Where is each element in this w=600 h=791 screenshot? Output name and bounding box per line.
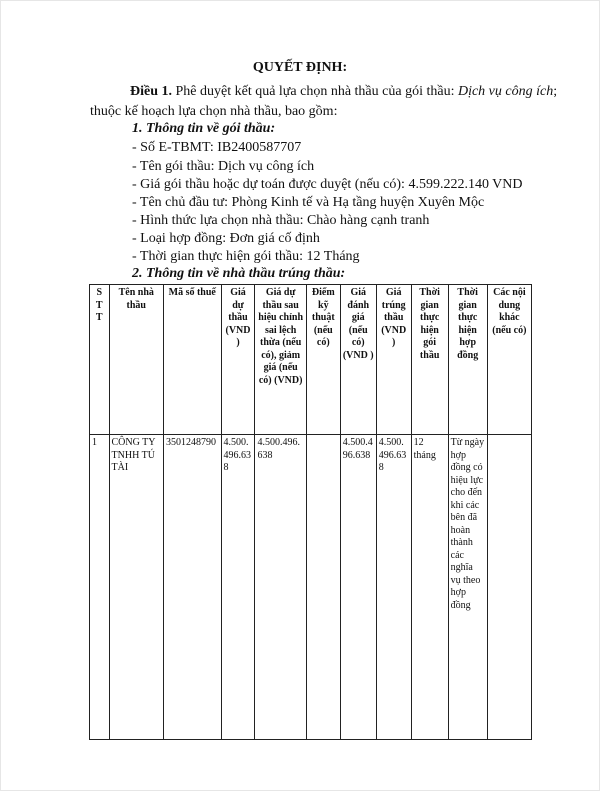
col-header-contractor-name: Tên nhà thầu <box>109 285 163 435</box>
col-header-package-duration: Thời gian thực hiện gói thầu <box>411 285 448 435</box>
cell-stt: 1 <box>90 435 110 740</box>
article-label: Điều 1. <box>130 84 172 99</box>
document-title: QUYẾT ĐỊNH: <box>252 60 348 75</box>
col-header-contract-duration: Thời gian thực hiện hợp đồng <box>448 285 487 435</box>
table-row <box>90 435 532 740</box>
article-text-1: Phê duyệt kết quả lựa chọn nhà thầu của gói thầu: <box>172 84 458 99</box>
cell-tax-code: 3501248790 <box>163 435 221 740</box>
article-text-2: ; thuộc kế hoạch lựa chọn nhà thầu, bao gồm: <box>90 84 558 119</box>
info-line-investor: - Tên chủ đầu tư: Phòng Kinh tế và Hạ tầng huyện Xuyên Mộc <box>132 195 485 210</box>
article-1-paragraph <box>90 82 560 122</box>
winning-bidder-table <box>89 284 532 740</box>
col-header-technical-score: Điểm kỹ thuật (nếu có) <box>306 285 340 435</box>
cell-winning-price: 4.500.496.638 <box>376 435 411 740</box>
info-line-package-name: - Tên gói thầu: Dịch vụ công ích <box>132 159 315 174</box>
col-header-adjusted-price: Giá dự thầu sau hiệu chỉnh sai lệch thừa (nếu có), giảm giá (nếu có) (VND) <box>255 285 306 435</box>
info-line-tbmt: - Số E-TBMT: IB2400587707 <box>132 140 302 155</box>
info-line-selection-method: - Hình thức lựa chọn nhà thầu: Chào hàng cạnh tranh <box>132 213 430 228</box>
col-header-tax-code: Mã số thuế <box>163 285 221 435</box>
cell-adjusted-price: 4.500.496.638 <box>255 435 306 740</box>
package-name-italic: Dịch vụ công ích <box>457 84 554 99</box>
table-header-row <box>90 285 532 435</box>
info-line-duration: - Thời gian thực hiện gói thầu: 12 Tháng <box>132 249 360 264</box>
cell-contract-duration: Từ ngày hợp đồng có hiệu lực cho đến khi các bên đã hoàn thành các nghĩa vụ theo hợp đồng <box>448 435 487 740</box>
section-2-heading: 2. Thông tin về nhà thầu trúng thầu: <box>132 266 346 281</box>
cell-contractor-name: CÔNG TY TNHH TÚ TÀI <box>109 435 163 740</box>
info-line-package-price: - Giá gói thầu hoặc dự toán được duyệt (nếu có): 4.599.222.140 VND <box>132 177 523 192</box>
cell-package-duration: 12 tháng <box>411 435 448 740</box>
col-header-winning-price: Giá trúng thầu (VND ) <box>376 285 411 435</box>
col-header-bid-price: Giá dự thầu (VND ) <box>221 285 255 435</box>
cell-bid-price: 4.500.496.638 <box>221 435 255 740</box>
section-1-heading: 1. Thông tin về gói thầu: <box>132 121 276 136</box>
cell-technical-score <box>306 435 340 740</box>
cell-other <box>487 435 531 740</box>
info-line-contract-type: - Loại hợp đồng: Đơn giá cố định <box>132 231 320 246</box>
cell-evaluated-price: 4.500.496.638 <box>340 435 376 740</box>
col-header-other: Các nội dung khác (nếu có) <box>487 285 531 435</box>
col-header-stt: S T T <box>90 285 110 435</box>
col-header-evaluated-price: Giá đánh giá (nếu có) (VND ) <box>340 285 376 435</box>
